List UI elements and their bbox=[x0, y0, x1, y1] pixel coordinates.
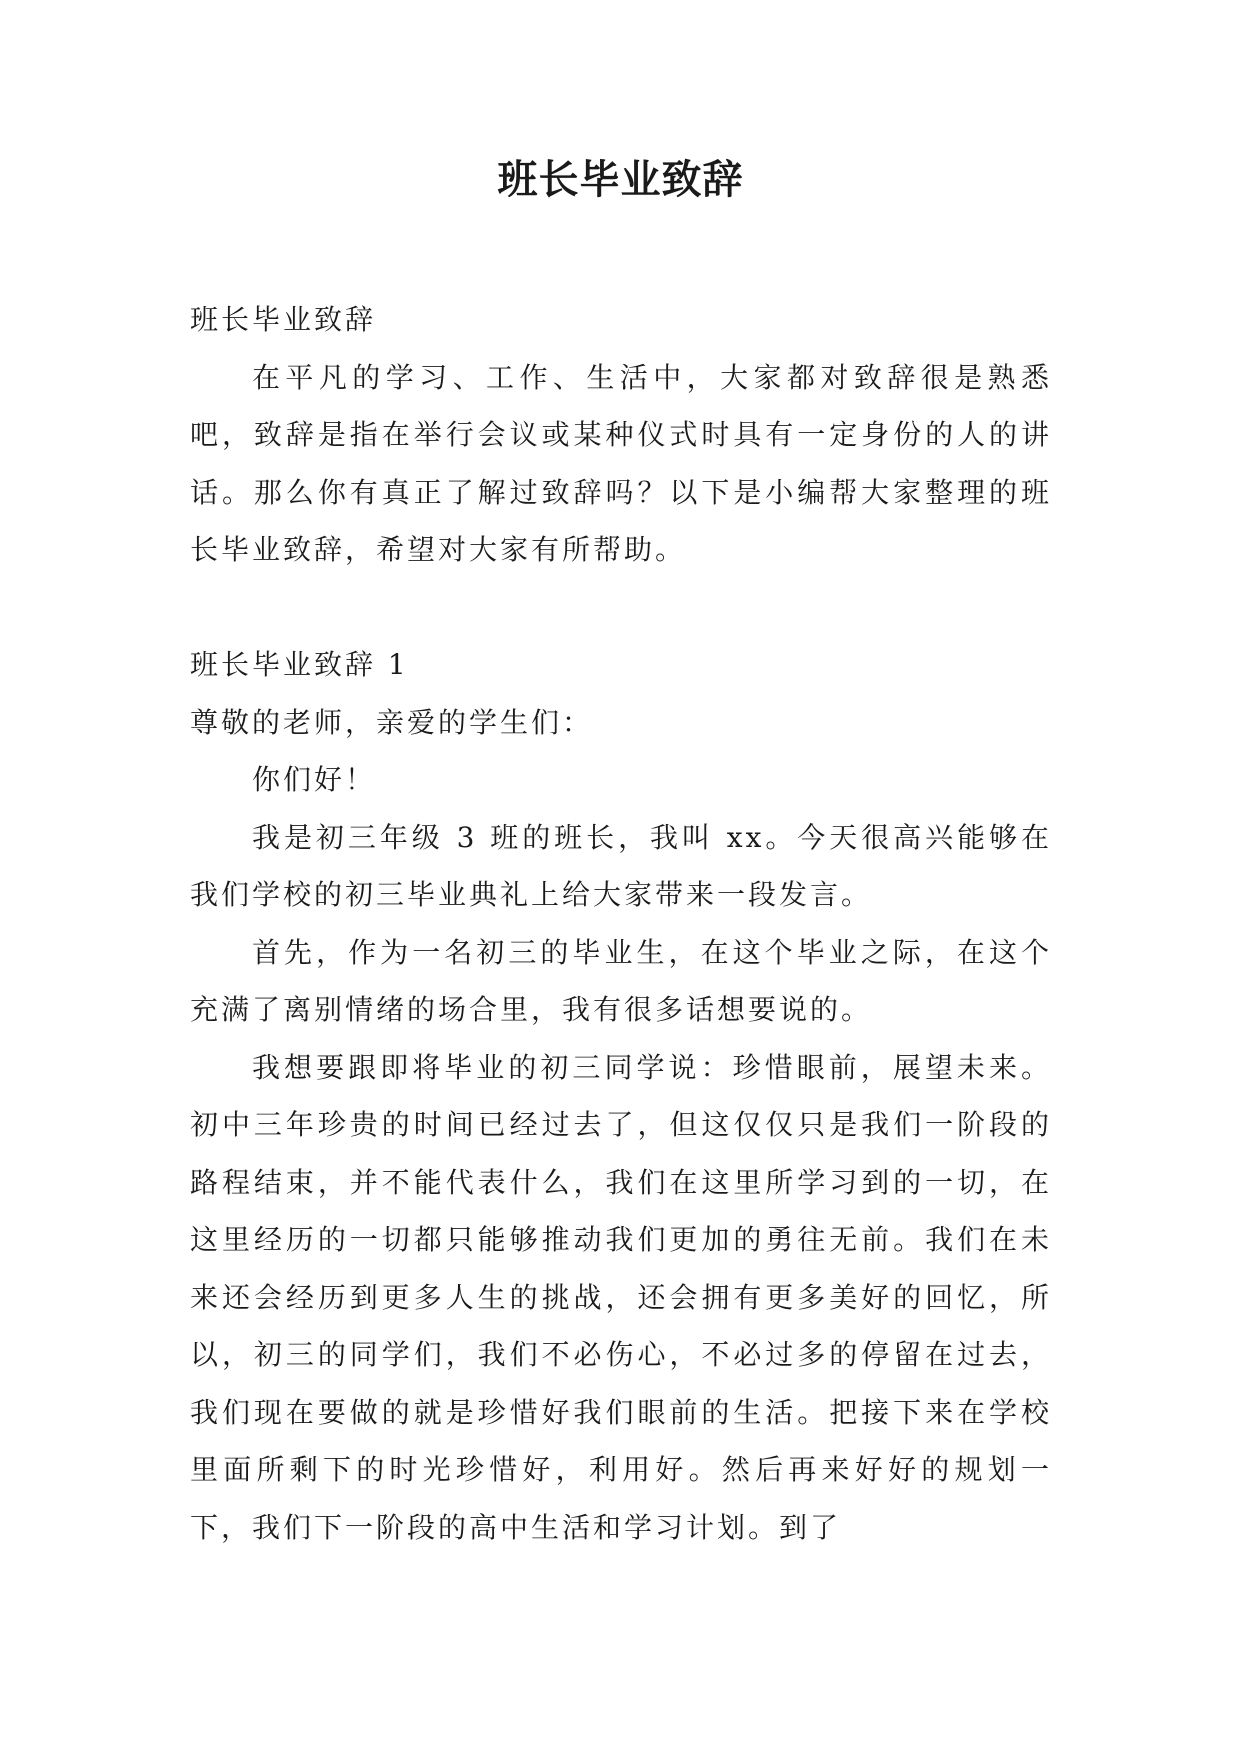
salutation: 尊敬的老师，亲爱的学生们： bbox=[190, 705, 594, 739]
greeting: 你们好！ bbox=[252, 763, 377, 796]
section-heading: 班长毕业致辞 bbox=[190, 303, 377, 336]
body-paragraph: 我想要跟即将毕业的初三同学说：珍惜眼前，展望未来。初中三年珍贵的时间已经过去了，但这仅仅只是我们一阶段的路程结束，并不能代表什么，我们在这里所学习到的一切，在这里经历的一切都只能够推动我们更加的勇往无前。我们在未来还会经历到更多人生的挑战，还会拥有更多美好的回忆，所以，初三的同学们，我们不必伤心，不必过多的停留在过去，我们现在要做的就是珍惜好我们眼前的生活。把接下来在学校里面所剩下的时光珍惜好，利用好。然后再来好好的规划一下，我们下一阶段的高中生活和学习计划。到了 bbox=[190, 1050, 1052, 1544]
section-heading: 班长毕业致辞 1 bbox=[190, 648, 409, 681]
document-body bbox=[190, 291, 1052, 1556]
intro-paragraph: 在平凡的学习、工作、生活中，大家都对致辞很是熟悉吧，致辞是指在举行会议或某种仪式时具有一定身份的人的讲话。那么你有真正了解过致辞吗？以下是小编帮大家整理的班长毕业致辞，希望对大家有所帮助。 bbox=[190, 360, 1052, 566]
body-paragraph: 我是初三年级 3 班的班长，我叫 xx。今天很高兴能够在我们学校的初三毕业典礼上给大家带来一段发言。 bbox=[190, 820, 1052, 911]
document-title: 班长毕业致辞 bbox=[497, 157, 744, 203]
body-paragraph: 首先，作为一名初三的毕业生，在这个毕业之际，在这个充满了离别情绪的场合里，我有很多话想要说的。 bbox=[190, 935, 1052, 1026]
